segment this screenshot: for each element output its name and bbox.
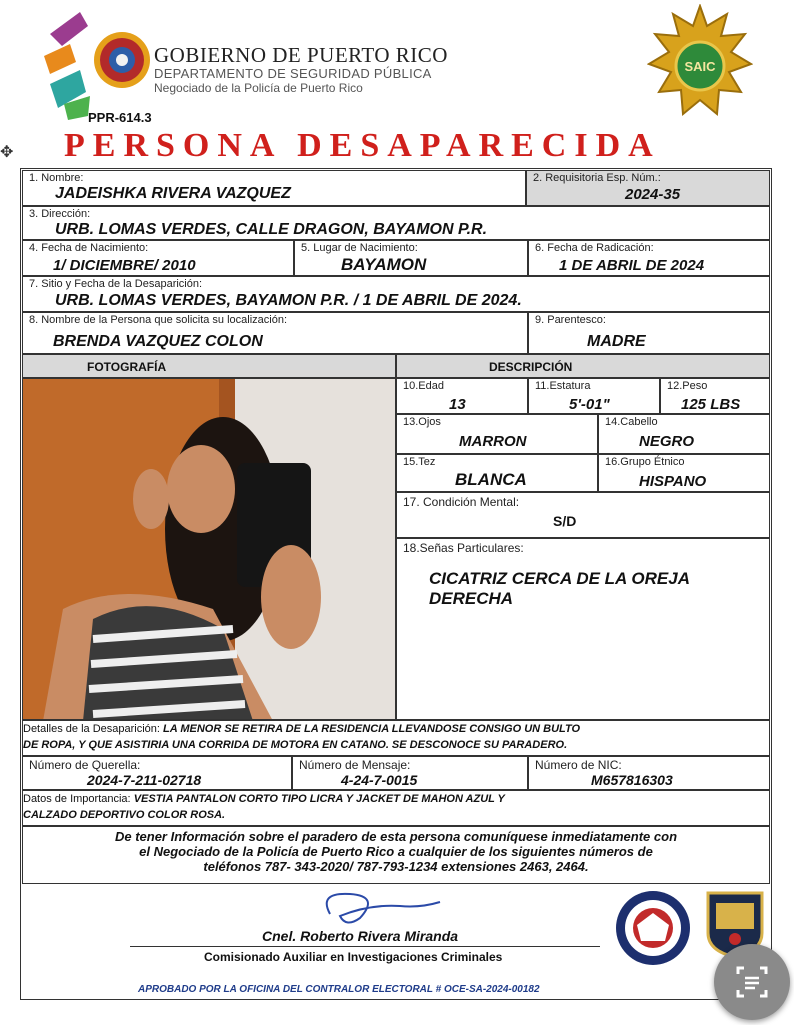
querella-label: Número de Querella: — [29, 758, 141, 772]
field-parentesco — [528, 312, 770, 354]
mensaje-label: Número de Mensaje: — [299, 758, 411, 772]
tez-value: BLANCA — [455, 470, 527, 489]
page-title: PERSONA DESAPARECIDA — [64, 127, 661, 164]
edad-label: 10.Edad — [403, 380, 444, 392]
puerto-rico-logo — [40, 4, 155, 122]
nacimiento-label: 4. Fecha de Nacimiento: — [29, 242, 149, 254]
direccion-value: URB. LOMAS VERDES, CALLE DRAGON, BAYAMON P.R. — [55, 221, 488, 238]
nacimiento-value: 1/ DICIEMBRE/ 2010 — [53, 257, 196, 274]
field-estatura — [528, 378, 660, 414]
contact-line-1: De tener Información sobre el paradero de esta persona comuníquese inmediatamente con — [114, 829, 678, 844]
estatura-value: 5'-01" — [569, 396, 610, 413]
saic-badge-icon — [647, 4, 753, 126]
police-name: Negociado de la Policía de Puerto Rico — [154, 81, 363, 95]
nombre-label: 1. Nombre: — [29, 172, 84, 184]
field-querella — [22, 756, 292, 790]
parentesco-value: MADRE — [587, 333, 646, 350]
importancia-text-2: CALZADO DEPORTIVO COLOR ROSA. — [23, 809, 226, 821]
desc-header-label: DESCRIPCIÓN — [489, 360, 573, 374]
foto-header-label: FOTOGRAFÍA — [87, 360, 167, 374]
sitio-value: URB. LOMAS VERDES, BAYAMON P.R. / 1 DE ABRIL DE 2024. — [55, 292, 522, 309]
field-tez — [396, 454, 598, 492]
desc-header — [396, 354, 770, 378]
field-solicitante — [22, 312, 528, 354]
sitio-label: 7. Sitio y Fecha de la Desaparición: — [29, 278, 203, 290]
form-code: PPR-614.3 — [88, 110, 152, 125]
details-text-2: DE ROPA, Y QUE ASISTIRIA UNA CORRIDA DE MOTORA EN CATANO. SE DESCONOCE SU PARADERO. — [23, 739, 568, 751]
signature-line — [130, 946, 600, 947]
importancia-box — [22, 790, 770, 826]
direccion-label: 3. Dirección: — [29, 208, 91, 220]
field-grupo — [598, 454, 770, 492]
signature-name: Cnel. Roberto Rivera Miranda — [262, 928, 459, 944]
field-lugar — [294, 240, 528, 276]
field-cabello — [598, 414, 770, 454]
querella-value: 2024-7-211-02718 — [87, 772, 202, 788]
nombre-value: JADEISHKA RIVERA VAZQUEZ — [55, 185, 291, 202]
signature-role: Comisionado Auxiliar en Investigaciones Criminales — [204, 950, 503, 964]
solicitante-label: 8. Nombre de la Persona que solicita su localización: — [29, 314, 288, 326]
field-senas — [396, 538, 770, 720]
ojos-value: MARRON — [459, 433, 527, 450]
senas-label: 18.Señas Particulares: — [403, 541, 524, 555]
gov-name: GOBIERNO DE PUERTO RICO — [154, 43, 448, 67]
scan-document-button[interactable] — [714, 944, 790, 1020]
radicacion-value: 1 DE ABRIL DE 2024 — [559, 257, 705, 274]
scan-text-icon — [714, 944, 790, 1020]
field-edad — [396, 378, 528, 414]
radicacion-label: 6. Fecha de Radicación: — [535, 242, 654, 254]
footer-approval: APROBADO POR LA OFICINA DEL CONTRALOR ELECTORAL # OCE-SA-2024-00182 — [138, 984, 540, 995]
importancia-text-1: VESTIA PANTALON CORTO TIPO LICRA Y JACKET DE MAHON AZUL Y — [133, 793, 505, 805]
foto-header — [22, 354, 396, 378]
signature-mark — [310, 884, 450, 932]
field-mensaje — [292, 756, 528, 790]
contact-box — [22, 826, 770, 884]
mensaje-value: 4-24-7-0015 — [341, 772, 418, 788]
lugar-label: 5. Lugar de Nacimiento: — [301, 242, 418, 254]
field-nic — [528, 756, 770, 790]
peso-value: 125 LBS — [681, 396, 741, 413]
field-ojos — [396, 414, 598, 454]
missing-person-photo — [23, 379, 396, 720]
details-label: Detalles de la Desaparición: — [23, 723, 160, 735]
solicitante-value: BRENDA VAZQUEZ COLON — [53, 333, 263, 350]
contact-line-2: el Negociado de la Policía de Puerto Rico a cualquier de los siguientes números de — [139, 844, 653, 859]
parentesco-label: 9. Parentesco: — [535, 314, 606, 326]
tez-label: 15.Tez — [403, 456, 436, 468]
edad-value: 13 — [449, 396, 466, 413]
photo — [22, 378, 396, 720]
requisitoria-value: 2024-35 — [625, 186, 681, 203]
field-nombre — [22, 170, 526, 206]
importancia-label: Datos de Importancia: — [23, 793, 131, 805]
contact-line-3: teléfonos 787- 343-2020/ 787-793-1234 extensiones 2463, 2464. — [203, 859, 589, 874]
senas-value-2: DERECHA — [429, 589, 514, 608]
estatura-label: 11.Estatura — [535, 380, 591, 392]
nic-label: Número de NIC: — [535, 758, 622, 772]
lugar-value: BAYAMON — [341, 255, 427, 274]
field-mental — [396, 492, 770, 538]
cabello-value: NEGRO — [639, 433, 695, 450]
field-radicacion — [528, 240, 770, 276]
details-box — [22, 720, 770, 756]
grupo-value: HISPANO — [639, 473, 707, 490]
requisitoria-label: 2. Requisitoria Esp. Núm.: — [533, 172, 661, 184]
cabello-label: 14.Cabello — [605, 416, 658, 428]
field-peso — [660, 378, 770, 414]
police-seal-icon — [614, 889, 692, 967]
peso-label: 12.Peso — [667, 380, 708, 392]
field-nacimiento — [22, 240, 294, 276]
field-direccion — [22, 206, 770, 240]
nic-value: M657816303 — [591, 772, 673, 788]
ojos-label: 13.Ojos — [403, 416, 441, 428]
details-text-1: LA MENOR SE RETIRA DE LA RESIDENCIA LLEVANDOSE CONSIGO UN BULTO — [163, 723, 581, 735]
move-handle-icon[interactable]: ✥ — [0, 144, 14, 161]
mental-value: S/D — [553, 513, 577, 529]
mental-label: 17. Condición Mental: — [403, 495, 520, 509]
dept-name: DEPARTAMENTO DE SEGURIDAD PÚBLICA — [154, 66, 432, 81]
field-sitio — [22, 276, 770, 312]
field-requisitoria — [526, 170, 770, 206]
grupo-label: 16.Grupo Étnico — [605, 456, 685, 468]
badge-text: SAIC — [684, 59, 716, 74]
senas-value-1: CICATRIZ CERCA DE LA OREJA — [429, 569, 690, 588]
